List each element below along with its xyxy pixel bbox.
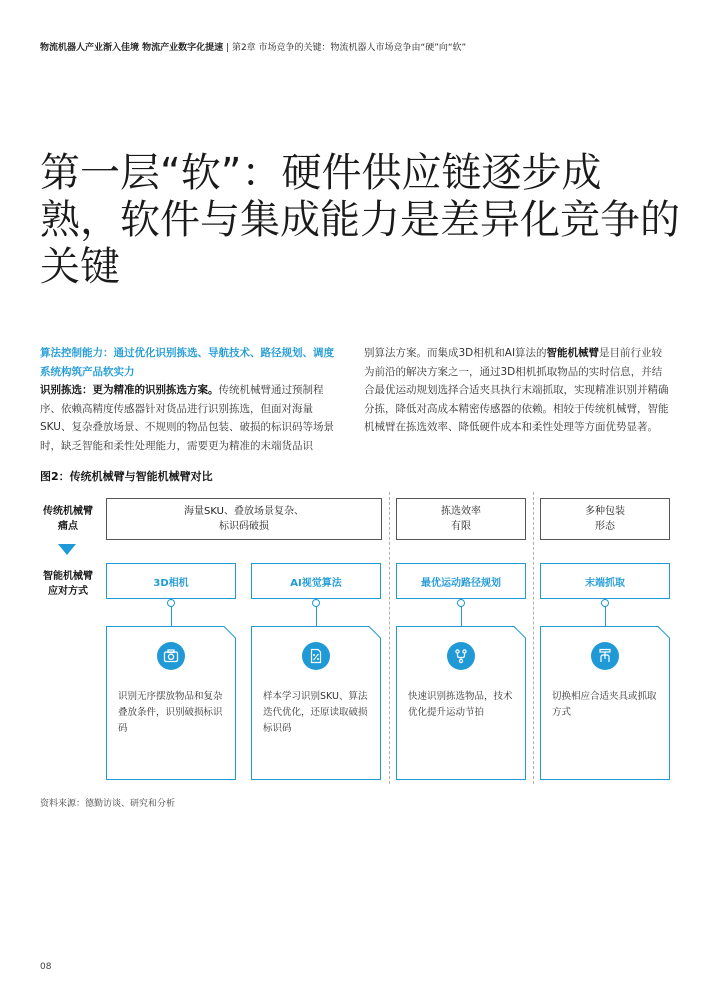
row-label-traditional: 传统机械臂 痛点 bbox=[43, 506, 93, 532]
figure-title: 图2：传统机械臂与智能机械臂对比 bbox=[40, 470, 213, 483]
row-label-smart: 智能机械臂 应对方式 bbox=[43, 571, 93, 597]
body-text-right-b: 是目前行业较为前沿的解决方案之一，通过3D相机抓取物品的实时信息，并结合最优运动规划选择合适夹具执行末端抓取，实现精准识别并精确分拣，降低对高成本精密传感器的依赖。相较于传统机械臂，智能机械臂在拣选效率、降低硬件成本和柔性处理等方面优势显著。 bbox=[364, 347, 669, 433]
solution-box: 末端抓取 bbox=[540, 563, 670, 599]
path-planning-icon bbox=[447, 642, 475, 670]
header-separator: | bbox=[226, 43, 230, 53]
report-title: 物流机器人产业渐入佳境 物流产业数字化提速 bbox=[40, 43, 224, 53]
section-subheading: 识别拣选：更为精准的识别拣选方案。 bbox=[40, 384, 219, 396]
figure-source: 资料来源：德勤访谈、研究和分析 bbox=[40, 799, 176, 809]
chapter-title: 第2章 市场竞争的关键：物流机器人市场竞争由“硬”向“软” bbox=[231, 43, 467, 53]
connector-dot bbox=[167, 599, 175, 607]
capability-card bbox=[396, 626, 526, 780]
body-text-right-bold: 智能机械臂 bbox=[546, 347, 600, 359]
document-percent-icon bbox=[302, 642, 330, 670]
body-text-left: 传统机械臂通过预制程序、依赖高精度传感器针对货品进行识别拣选，但面对海量SKU、复杂叠放场景、不规则的物品包装、破损的标识码等场景时，缺乏智能和柔性处理能力，需要更为精准的末端货品识 bbox=[40, 384, 334, 452]
camera-icon bbox=[157, 642, 185, 670]
body-text-right-a: 别算法方案。而集成3D相机和AI算法的 bbox=[364, 347, 547, 359]
connector-dot bbox=[457, 599, 465, 607]
page-number: 08 bbox=[40, 962, 52, 972]
pain-point-box: 拣选效率 有限 bbox=[396, 498, 526, 540]
connector-dot bbox=[601, 599, 609, 607]
card-text: 识别无序摆放物品和复杂叠放条件，识别破损标识码 bbox=[118, 691, 223, 734]
card-text: 快速识别拣选物品，技术优化提升运动节拍 bbox=[408, 691, 513, 718]
page-title: 第一层“软”：硬件供应链逐步成熟，软件与集成能力是差异化竞争的关键 bbox=[40, 150, 680, 290]
section-heading: 算法控制能力：通过优化识别拣选、导航技术、路径规划、调度系统构筑产品软实力 bbox=[40, 347, 334, 378]
solution-box: 3D相机 bbox=[106, 563, 236, 599]
capability-card bbox=[251, 626, 381, 780]
pain-point-box: 多种包装 形态 bbox=[540, 498, 670, 540]
capability-card bbox=[106, 626, 236, 780]
card-text: 样本学习识别SKU、算法迭代优化，还原读取破损标识码 bbox=[263, 691, 368, 734]
card-text: 切换相应合适夹具或抓取方式 bbox=[552, 691, 657, 718]
solution-box: 最优运动路径规划 bbox=[396, 563, 526, 599]
gripper-icon bbox=[591, 642, 619, 670]
column-divider bbox=[533, 492, 534, 784]
connector-dot bbox=[312, 599, 320, 607]
pain-point-box: 海量SKU、叠放场景复杂、 标识码破损 bbox=[106, 498, 382, 540]
arrow-down-icon bbox=[58, 544, 76, 555]
solution-box: AI视觉算法 bbox=[251, 563, 381, 599]
capability-card bbox=[540, 626, 670, 780]
column-divider bbox=[389, 492, 390, 784]
